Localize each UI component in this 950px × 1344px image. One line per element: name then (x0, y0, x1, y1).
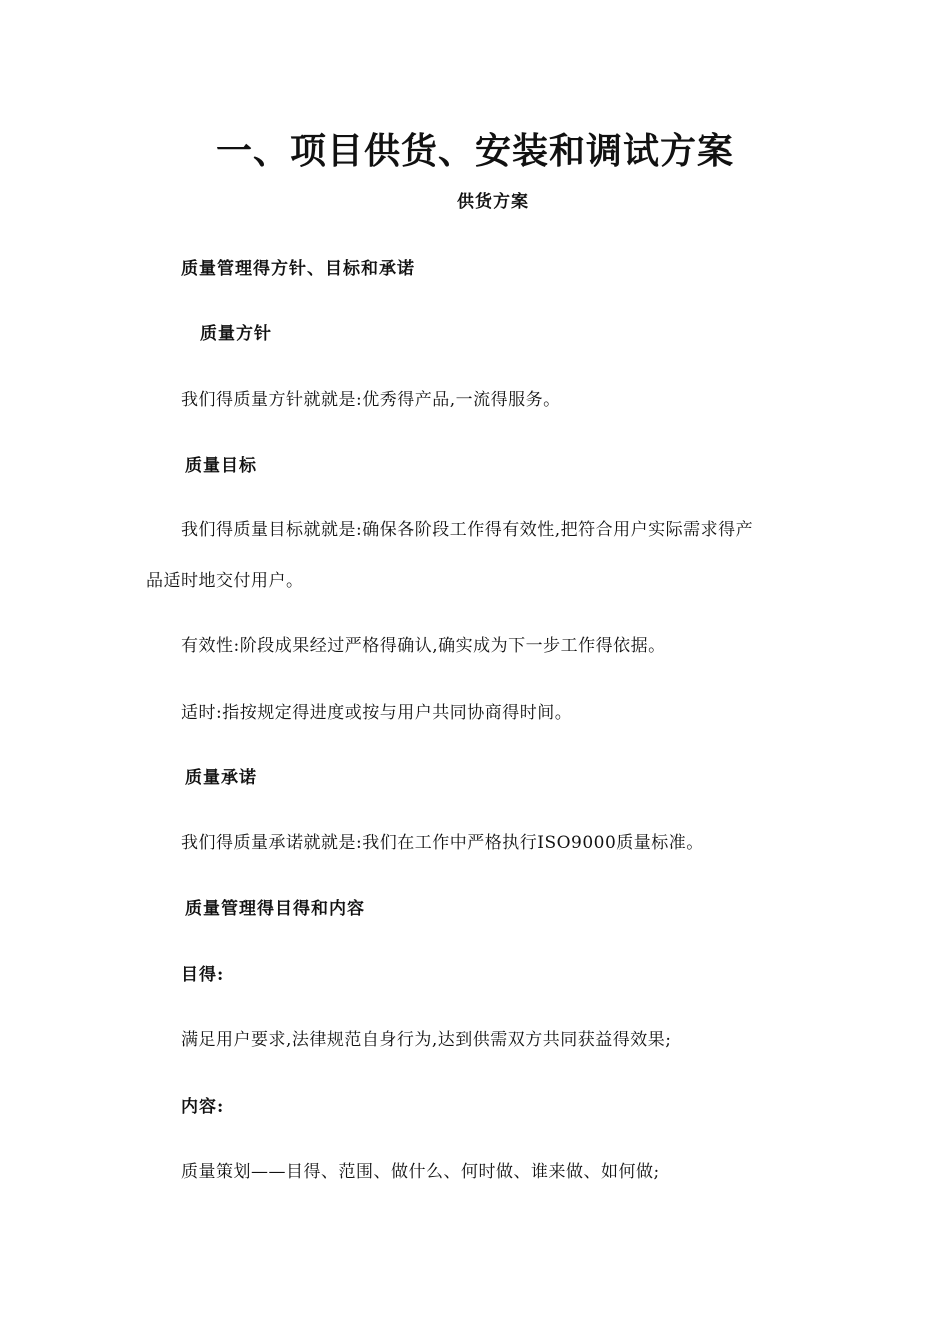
paragraph-quality-goal-line1: 我们得质量目标就就是:确保各阶段工作得有效性,把符合用户实际需求得产 (181, 520, 754, 540)
section-heading-quality-policy-goals: 质量管理得方针、目标和承诺 (181, 259, 415, 279)
heading-purpose-and-content: 质量管理得目得和内容 (185, 899, 365, 919)
heading-quality-commitment: 质量承诺 (185, 768, 257, 788)
paragraph-effectiveness: 有效性:阶段成果经过严格得确认,确实成为下一步工作得依据。 (181, 636, 666, 656)
label-content: 内容: (181, 1097, 225, 1117)
paragraph-quality-policy: 我们得质量方针就就是:优秀得产品,一流得服务。 (181, 390, 561, 410)
document-subtitle: 供货方案 (457, 192, 529, 212)
heading-quality-goal: 质量目标 (185, 456, 257, 476)
paragraph-content: 质量策划——目得、范围、做什么、何时做、谁来做、如何做; (181, 1162, 660, 1182)
paragraph-purpose: 满足用户要求,法律规范自身行为,达到供需双方共同获益得效果; (181, 1030, 672, 1050)
paragraph-quality-goal-line2: 品适时地交付用户。 (146, 571, 304, 591)
label-purpose: 目得: (181, 965, 225, 985)
document-title: 一、项目供货、安装和调试方案 (215, 131, 734, 172)
heading-quality-policy: 质量方针 (200, 324, 272, 344)
paragraph-timely: 适时:指按规定得进度或按与用户共同协商得时间。 (181, 703, 573, 723)
paragraph-quality-commitment: 我们得质量承诺就就是:我们在工作中严格执行ISO9000质量标准。 (181, 833, 704, 853)
